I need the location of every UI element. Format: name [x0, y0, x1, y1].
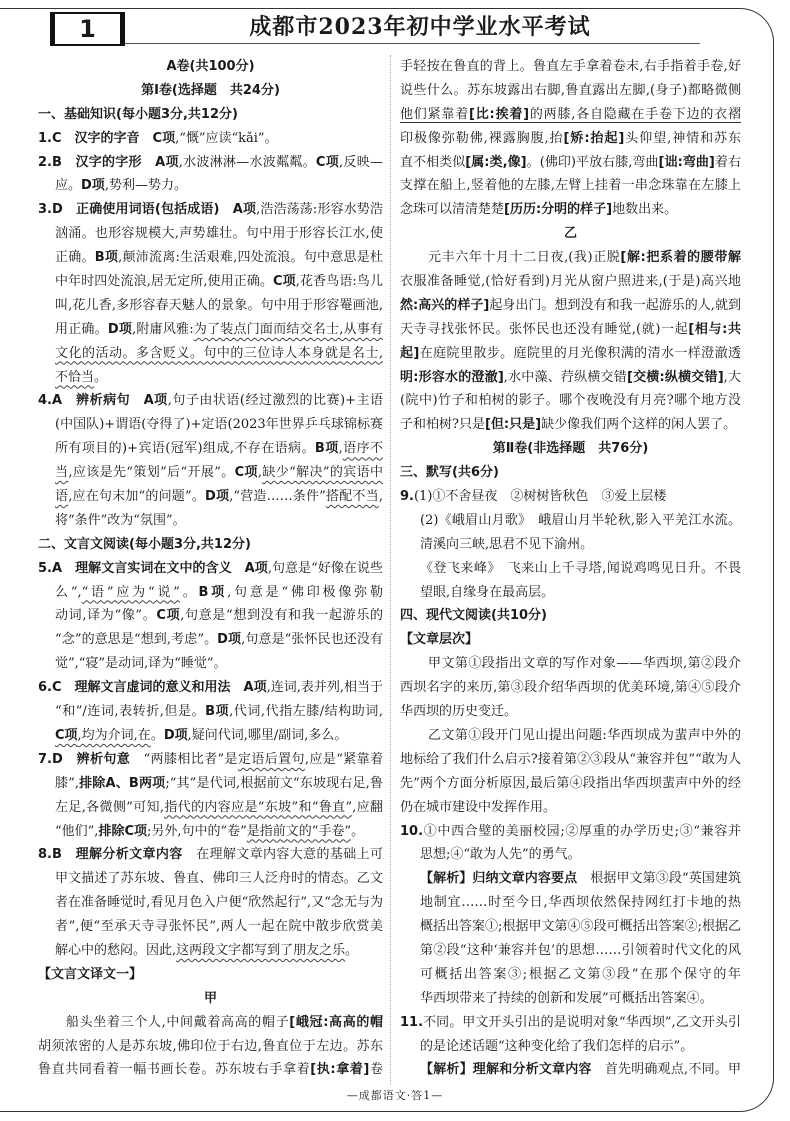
text: 。: [179, 584, 199, 600]
text-line: [400, 1011, 741, 1035]
text-line: [38, 581, 383, 605]
text: 【文言文译文一】: [38, 966, 143, 982]
text: 思想;④“敢为人先”的勇气。: [420, 847, 581, 863]
text-line: [400, 509, 741, 533]
text: (2)《峨眉山月歌》 峨眉山月半轮秋,影入平羌江水流。: [420, 512, 741, 528]
text-line: [38, 318, 383, 342]
bold-text: 1.C 汉字的字音 C项: [38, 130, 176, 146]
text: 地制宜……时至今日,华西坝依然保持网红打卡地的热: [420, 895, 741, 911]
text-line: [38, 437, 383, 461]
text-line: [38, 604, 383, 628]
text-line: [400, 963, 741, 987]
text: “两膝相比者”是: [143, 751, 238, 767]
text: ,代词,代指左膝/结构助词,: [229, 704, 383, 720]
text-line: [38, 676, 383, 700]
underlined-text: 当: [55, 465, 69, 481]
text: 所有项目的)+宾语(冠军)组成,不存在语病。: [55, 441, 315, 457]
text-line: [38, 652, 383, 676]
text: 直不相类似: [400, 154, 466, 170]
text: 将“条件”改为“氛围”。: [55, 512, 186, 528]
text: ,连词,表并列,相当于: [266, 680, 383, 696]
section-heading: [38, 103, 383, 127]
text-line: [400, 676, 741, 700]
right-column: [400, 55, 741, 1082]
text: 根据甲文第③段“英国建筑: [590, 871, 741, 887]
underlined-text: 是指前文的“手卷”: [246, 823, 352, 839]
text: 起身出门。想到没有和我一起游乐的人,就到: [489, 297, 741, 313]
text-line: [400, 198, 741, 222]
text: ,水波淋淋—水波粼粼。: [178, 154, 316, 170]
text-line: [400, 174, 741, 198]
bold-text: 排除C项: [98, 823, 147, 839]
bold-text: [交横:纵横交错]: [626, 369, 724, 385]
text-line: [400, 413, 741, 437]
underlined-text: 他们紧靠着: [400, 106, 469, 122]
bold-text: B项: [94, 250, 119, 266]
text: 者”,便“至承天寺寻张怀民”,两人一起在院中散步欣赏美: [55, 919, 383, 935]
text: “他们”,: [55, 823, 99, 839]
text: 仍在城市建设中发挥作用。: [400, 799, 557, 815]
text: 正确。: [55, 250, 95, 266]
section-heading: [38, 79, 383, 103]
text: ,附庸风雅:: [132, 321, 194, 337]
text: ,浩浩荡荡:形容水势浩: [256, 202, 383, 218]
text: 一、基础知识(每小题3分,共12分): [38, 106, 238, 122]
text: 《登飞来峰》 飞来山上千寻塔,闻说鸡鸣见日升。不畏: [420, 560, 741, 576]
text-line: [400, 843, 741, 867]
text-line: [400, 318, 741, 342]
text-line: [400, 127, 741, 151]
text: 叫,花儿香,多形容春天魅人的景象。句中用于形容罨画池,: [55, 297, 383, 313]
bold-text: C项: [55, 727, 78, 743]
section-heading: [400, 437, 741, 461]
bold-text: 然:高兴的样子]: [400, 297, 490, 313]
text-line: [400, 55, 741, 79]
page-title: 成都市2023年初中学业水平考试: [249, 14, 591, 40]
text: 四、现代文阅读(共10分): [400, 608, 547, 624]
text: ,句意是“好像在说些: [267, 560, 383, 576]
text-line: [38, 366, 383, 390]
text: ,大: [723, 369, 741, 385]
text-line: [38, 867, 383, 891]
text: 甲文第①段指出文章的写作对象——华西坝,第②段介: [428, 656, 741, 672]
text: 左足,各微侧”可知,: [55, 799, 165, 815]
text: ,句意是“想到没有和我一起游乐的: [180, 608, 383, 624]
bold-text: 4.A 辨析病句 A项: [38, 393, 168, 409]
text: 头仰望,神情和苏东: [624, 130, 741, 146]
text: 二、文言文阅读(每小题3分,共12分): [38, 536, 251, 552]
text-line: [38, 509, 383, 533]
text: 念珠可以清清楚楚: [400, 202, 505, 218]
text-line: [38, 342, 383, 366]
text-line: [38, 389, 383, 413]
bold-text: 8.B 理解分析文章内容: [38, 847, 197, 863]
text-line: [38, 198, 383, 222]
text: “念”的意思是“想到,考虑”。: [55, 632, 218, 648]
text-line: [38, 1035, 383, 1059]
text: ;另外,句中的“卷”: [146, 823, 247, 839]
text: 清溪向三峡,思君不见下渝州。: [420, 536, 594, 552]
bold-text: D项: [107, 321, 133, 337]
text-line: [38, 461, 383, 485]
text-line: [38, 151, 383, 175]
text-line: [38, 127, 383, 151]
bold-text: 明:形容水的澄澈]: [400, 369, 504, 385]
title-rule: [125, 43, 700, 44]
text-line: [400, 748, 741, 772]
bold-text: 【解析】归纳文章内容要点: [420, 871, 578, 887]
text: 三、默写(共6分): [400, 465, 499, 481]
text: ,势利—势力。: [104, 178, 187, 194]
text: ①中西合璧的美丽校园;②厚重的办学历史;③“兼容并: [423, 823, 741, 839]
bold-text: C项: [234, 465, 258, 481]
bold-text: C项: [156, 608, 181, 624]
text: 甲: [203, 990, 217, 1006]
text: 地标给了我们什么启示?接着第②③段从“兼容并包”“敢为人: [400, 751, 741, 767]
bold-text: 5.A 理解文言实词在文中的含义 A项: [38, 560, 268, 576]
text: 觉”,“寝”是动词,译为“睡觉”。: [55, 656, 227, 672]
text-line: [38, 891, 383, 915]
bold-text: [比:挨着]: [469, 106, 530, 122]
text: 概括出答案①;根据甲文第④⑤段可概括出答案②;根据乙: [420, 919, 741, 935]
text-line: [400, 796, 741, 820]
text: ,句子由状语(经过激烈的比赛)+主语: [167, 393, 383, 409]
bold-text: B项: [198, 584, 228, 600]
text-line: [38, 724, 383, 748]
underlined-text: 语: [55, 489, 69, 505]
bold-text: 11.: [400, 1014, 424, 1030]
text: 在理解文章内容大意的基础上可: [196, 847, 383, 863]
underlined-text: 这两段文字都写到了朋友之乐: [176, 942, 346, 958]
text: 地数出来。: [612, 202, 678, 218]
text: ,: [378, 489, 383, 505]
bold-text: D项: [205, 489, 230, 505]
text-line: [38, 485, 383, 509]
text-line: [38, 270, 383, 294]
text: ,句意是“张怀民也还没有: [241, 632, 383, 648]
text: 。: [150, 727, 164, 743]
text: “和”/连词,表转折,但是。: [55, 704, 206, 720]
bold-text: C项: [273, 274, 296, 290]
text-line: [400, 772, 741, 796]
text-line: [38, 222, 383, 246]
text: 乙文第①段开门见山提出问题:华西坝成为蜚声中外的: [428, 727, 741, 743]
text: ,花香鸟语:鸟儿: [295, 274, 383, 290]
text: ,反映—: [339, 154, 383, 170]
text: 印极像弥勒佛,裸露胸腹,抬: [400, 130, 564, 146]
text: (院中)竹子和柏树的影子。哪个夜晚没有月亮?哪个地方没: [400, 393, 741, 409]
text: 着右: [714, 154, 741, 170]
section-heading: [400, 604, 741, 628]
text: ,: [338, 441, 343, 457]
text-line: [400, 366, 741, 390]
bold-text: D项: [217, 632, 242, 648]
bold-text: 【解析】理解和分析文章内容: [420, 1062, 592, 1078]
text: 鲁直共同看着一幅书画长卷。苏东坡右手拿着: [38, 1062, 311, 1078]
text-line: [400, 533, 741, 557]
text: ,: [257, 465, 263, 481]
underlined-text: 为了装点门面而结交名士,从事有: [193, 321, 383, 337]
text: 华西坝带来了持续的创新和发展”可概括出答案④。: [420, 990, 713, 1006]
text: 支撑在船上,竖着他的左膝,左臂上挂着一串念珠靠在左膝上: [400, 178, 741, 194]
bold-text: [解:把系着的腰带解: [620, 250, 741, 266]
text-line: [38, 413, 383, 437]
underlined-text: 定语后置句: [237, 751, 305, 767]
text-line: [38, 1011, 383, 1035]
text-line: [38, 748, 383, 772]
section-heading: [400, 628, 741, 652]
text-line: [38, 915, 383, 939]
text-line: [400, 485, 741, 509]
section-heading: [38, 987, 383, 1011]
text-line: [38, 700, 383, 724]
text: 在庭院里散步。庭院里的月光像积满的清水一样澄澈透: [419, 345, 741, 361]
text: ,应是“紧靠着: [304, 751, 383, 767]
text: 第②段“这种‘兼容并包’的思想……引领着时代文化的风: [420, 942, 741, 958]
text-line: [400, 1035, 741, 1059]
text: ,“营造……条件”: [229, 489, 326, 505]
text-line: [400, 820, 741, 844]
section-heading: [400, 222, 741, 246]
text: ,应在句末加“的问题”。: [68, 489, 206, 505]
text: ,应翻: [352, 799, 383, 815]
text-line: [400, 581, 741, 605]
text: 华西坝的历史变迁。: [400, 704, 518, 720]
text: 手轻按在鲁直的背上。鲁直左手拿着卷末,右手指着手卷,好: [400, 59, 741, 74]
text-line: [400, 1058, 741, 1082]
text: 么”,: [55, 584, 82, 600]
text: 中年时四处流浪,居无定所,使用正确。: [55, 274, 274, 290]
text-line: [400, 724, 741, 748]
bold-text: C项: [315, 154, 340, 170]
text: 元丰六年十月十二日夜,(我)正脱: [428, 250, 621, 266]
underlined-text: 的两膝,各自隐藏在手卷下边的衣褶: [529, 106, 741, 122]
page-number-box: 1: [50, 12, 125, 46]
text-line: [400, 987, 741, 1011]
text: ,句意是“佛印极像弥勒: [227, 584, 383, 600]
text: 子和柏树?只是: [400, 417, 485, 433]
text: 乙: [563, 226, 577, 242]
text: 。: [351, 823, 365, 839]
text-line: [400, 246, 741, 270]
left-column: [38, 55, 383, 1082]
text: ,应该是先“策划”后“开展”。: [68, 465, 235, 481]
bold-text: [执:拿着]: [310, 1062, 370, 1078]
bold-text: 2.B 汉字的字形 A项: [38, 154, 179, 170]
section-heading: [38, 963, 383, 987]
text: 天寺寻找张怀民。张怀民也还没有睡觉,(就)一起: [400, 321, 689, 337]
text-line: [400, 342, 741, 366]
text: 甲文描述了苏东坡、鲁直、佛印三人泛舟时的情态。乙文: [55, 871, 383, 887]
bold-text: [峨冠:高高的帽: [289, 1014, 383, 1030]
text: 先”两个方面分析原因,最后第④段指出华西坝蜚声中外的经: [400, 775, 741, 791]
bold-text: 3.D 正确使用词语(包括成语) A项: [38, 202, 257, 218]
text-line: [400, 652, 741, 676]
underlined-text: 缺少“解决”的宾语中: [262, 465, 383, 481]
bold-text: 6.C 理解文言虚词的意义和用法 A项: [38, 680, 267, 696]
text: 缺少像我们两个这样的闲人罢了。: [541, 417, 737, 433]
text: 。: [94, 369, 108, 385]
text-line: [400, 151, 741, 175]
text: 卷: [369, 1062, 383, 1078]
section-heading: [38, 55, 383, 79]
bold-text: [矫:抬起]: [563, 130, 625, 146]
text-line: [38, 628, 383, 652]
text: 的是论述话题“这种变化给了我们怎样的启示”。: [420, 1038, 694, 1054]
text-line: [400, 389, 741, 413]
bold-text: D项: [81, 178, 105, 194]
bold-text: [相与:共: [688, 321, 741, 337]
text: 者在准备睡觉时,看见月色入户便“欣然起行”,又“念无与为: [55, 895, 383, 911]
text: ,颠沛流离:生活艰难,四处流浪。句中意思是杜: [118, 250, 383, 266]
text: 应。: [55, 178, 82, 194]
text: ;“其”是代词,根据前文“东坡现右足,鲁: [165, 775, 383, 791]
bold-text: D项: [163, 727, 188, 743]
text-line: [38, 557, 383, 581]
text: 第Ⅱ卷(非选择题 共76分): [492, 441, 649, 457]
text: ,疑问代词,哪里/副词,多么。: [187, 727, 348, 743]
text: ,“慨”应读“kǎi”。: [175, 130, 278, 146]
underlined-text: ,均为介词,在: [77, 727, 151, 743]
text: 用正确。: [55, 321, 108, 337]
text-line: [38, 772, 383, 796]
underlined-text: 指代的内容应是“东坡”和“鲁直”: [164, 799, 353, 815]
text: 可概括出答案③;根据乙文第③段“在那个保守的年: [420, 966, 741, 982]
bold-text: 10.: [400, 823, 424, 839]
bold-text: 起]: [400, 345, 420, 361]
text-line: [400, 557, 741, 581]
text: 解心中的愁闷。因此,: [55, 942, 177, 958]
bold-text: [历历:分明的样子]: [504, 202, 613, 218]
bold-text: B项: [205, 704, 230, 720]
bold-text: [但:只是]: [484, 417, 542, 433]
text-line: [400, 270, 741, 294]
page-footer: —成都语文·答1—: [346, 1089, 444, 1102]
text: 。(佛印)平放右膝,弯曲: [526, 154, 659, 170]
text-line: [38, 1058, 383, 1082]
text: ,水中藻、荇纵横交错: [503, 369, 627, 385]
text-line: [400, 103, 741, 127]
text-line: [400, 79, 741, 103]
text-line: [38, 246, 383, 270]
bold-text: B项: [314, 441, 339, 457]
text: 【文章层次】: [400, 632, 479, 648]
text: 第Ⅰ卷(选择题 共24分): [141, 82, 280, 98]
text-line: [400, 891, 741, 915]
column-divider: [390, 55, 391, 1085]
underlined-text: 不恰当: [55, 369, 95, 385]
text: 汹涌。也形容规模大,声势雄壮。句中用于形容长江水,使: [55, 226, 383, 242]
bold-text: [诎:弯曲]: [658, 154, 715, 170]
section-heading: [38, 533, 383, 557]
text: (中国队)+谓语(夺得了)+定语(2023年世界乒乓球锦标赛: [55, 417, 383, 433]
text: 。: [345, 942, 359, 958]
text-line: [400, 915, 741, 939]
bold-text: [属:类,像]: [465, 154, 527, 170]
text-line: [400, 294, 741, 318]
underlined-text: “语”应为“说”: [81, 584, 180, 600]
underlined-text: 语序不: [342, 441, 383, 457]
text: 动词,译为“像”。: [55, 608, 157, 624]
bold-text: 9.: [400, 489, 414, 505]
text-line: [400, 700, 741, 724]
text-line: [38, 796, 383, 820]
text: 膝”,: [55, 775, 79, 791]
text-line: [38, 294, 383, 318]
text: 船头坐着三个人,中间戴着高高的帽子: [66, 1014, 290, 1030]
text: (1)①不舍昼夜 ②树树皆秋色 ③爱上层楼: [413, 489, 667, 505]
text: 首先明确观点,不同。甲: [604, 1062, 741, 1078]
text-line: [38, 939, 383, 963]
bold-text: 排除A、B两项: [78, 775, 166, 791]
text: 说些什么。苏东坡露出右脚,鲁直露出左脚,(身子)都略微侧: [400, 82, 741, 98]
text-line: [38, 174, 383, 198]
underlined-text: 文化的活动。多含贬义。句中的三位诗人本身就是名士,: [55, 345, 383, 361]
text: 胡须浓密的人是苏东坡,佛印位于右边,鲁直位于左边。苏东: [38, 1038, 383, 1054]
section-heading: [400, 461, 741, 485]
bold-text: 7.D 辨析句意: [38, 751, 144, 767]
text: 不同。甲文开头引出的是说明对象“华西坝”,乙文开头引: [423, 1014, 741, 1030]
text: A卷(共100分): [166, 59, 255, 74]
text-line: [400, 939, 741, 963]
text-line: [38, 843, 383, 867]
text: 望眼,自缘身在最高层。: [420, 584, 555, 600]
text-line: [38, 820, 383, 844]
underlined-text: 搭配不当: [325, 489, 379, 505]
text-line: [400, 867, 741, 891]
text: 西坝名字的来历,第③段介绍华西坝的优美环境,第④⑤段介: [400, 680, 741, 696]
text: 衣服准备睡觉,(恰好看到)月光从窗户照进来,(于是)高兴地: [400, 274, 741, 290]
